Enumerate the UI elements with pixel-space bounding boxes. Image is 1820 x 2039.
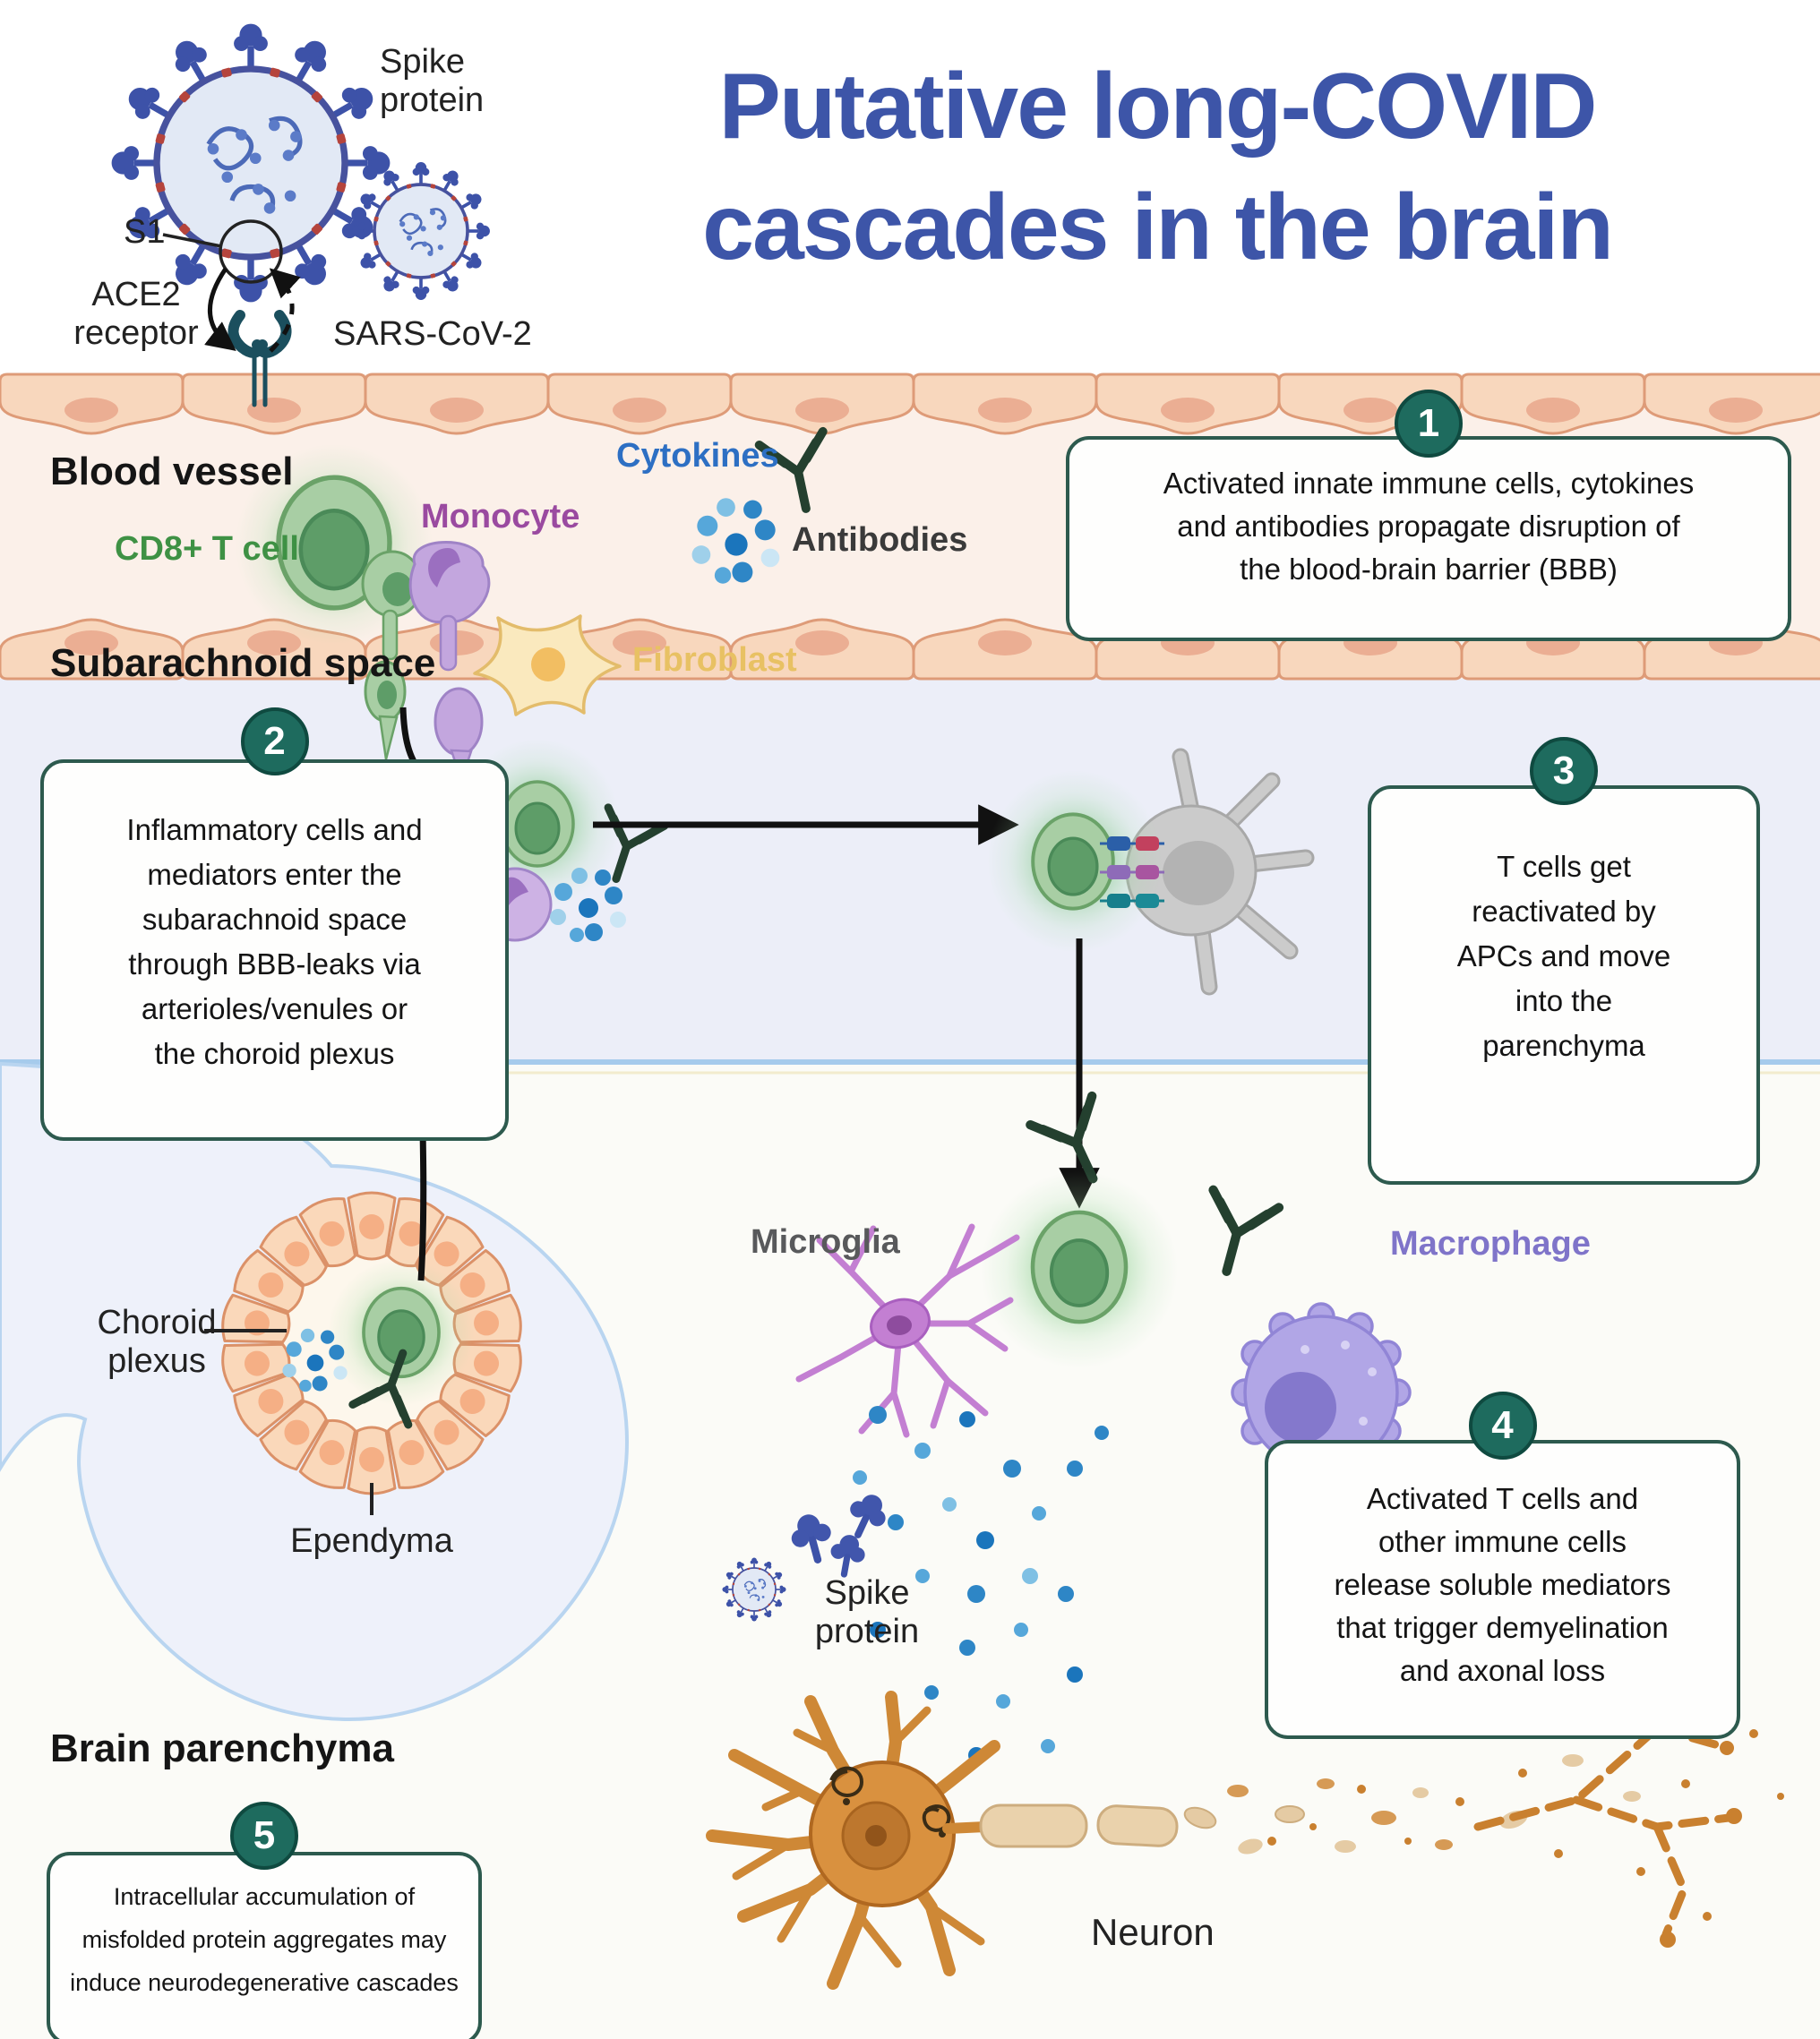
- box2-line: arterioles/venules or: [141, 992, 408, 1025]
- antibodies-label: Antibodies: [792, 521, 968, 559]
- box4-line: that trigger demyelination: [1336, 1611, 1669, 1644]
- sars-cov-2-virus-small-icon: [352, 162, 490, 300]
- choroid-plexus-label: Choroid plexus: [97, 1304, 217, 1380]
- box3-line: reactivated by: [1472, 895, 1656, 928]
- badge-1: 1: [1395, 390, 1463, 458]
- box5-line: Intracellular accumulation of: [113, 1883, 416, 1910]
- info-box-5: [47, 1813, 482, 2039]
- parenchyma-t-cell: [981, 1171, 1178, 1368]
- box2-line: subarachnoid space: [142, 903, 408, 936]
- info-box-3: [1368, 749, 1760, 1185]
- s1-label: S1: [124, 213, 166, 251]
- section-subarachnoid-space: Subarachnoid space: [50, 641, 436, 685]
- info-box-1: [1066, 401, 1791, 641]
- choroid-t-cell: [328, 1259, 475, 1406]
- section-brain-parenchyma: Brain parenchyma: [50, 1726, 394, 1770]
- box4-line: other immune cells: [1378, 1525, 1627, 1558]
- box3-line: T cells get: [1497, 850, 1631, 883]
- box3-line: parenchyma: [1482, 1029, 1645, 1062]
- neuron-label: Neuron: [1091, 1911, 1215, 1953]
- title-line-1: Putative long-COVID: [718, 55, 1596, 158]
- badge-5: 5: [230, 1802, 298, 1870]
- box3-line: into the: [1515, 984, 1613, 1017]
- box4-line: and axonal loss: [1399, 1654, 1606, 1687]
- box1-line: the blood-brain barrier (BBB): [1240, 553, 1618, 586]
- box5-line: induce neurodegenerative cascades: [70, 1969, 459, 1996]
- badge-4: 4: [1469, 1392, 1537, 1460]
- title-line-2: cascades in the brain: [702, 176, 1612, 280]
- box2-line: the choroid plexus: [154, 1037, 395, 1070]
- cd8-t-cell-label: CD8+ T cell: [115, 530, 299, 568]
- box1-line: Activated innate immune cells, cytokines: [1163, 467, 1695, 500]
- badge-3: 3: [1530, 737, 1598, 805]
- box3-line: APCs and move: [1456, 939, 1671, 972]
- box1-line: and antibodies propagate disruption of: [1177, 510, 1680, 543]
- box2-line: mediators enter the: [147, 858, 402, 891]
- info-box-4: [1265, 1403, 1740, 1739]
- ependyma-label: Ependyma: [290, 1522, 453, 1560]
- spike-protein-label: Spike protein: [380, 43, 485, 119]
- macrophage-label: Macrophage: [1390, 1225, 1591, 1263]
- sars-cov-2-virus-icon: [112, 24, 391, 303]
- fibroblast-label: Fibroblast: [632, 641, 797, 679]
- cytokines-label: Cytokines: [616, 437, 779, 475]
- ace2-receptor-label: ACE2 receptor: [73, 276, 199, 352]
- page-title: [502, 47, 1813, 288]
- sars-cov-2-label: SARS-CoV-2: [333, 315, 532, 353]
- monocyte-label: Monocyte: [421, 498, 580, 535]
- box5-line: misfolded protein aggregates may: [82, 1926, 447, 1953]
- box2-line: Inflammatory cells and: [126, 813, 423, 846]
- box4-line: release soluble mediators: [1334, 1568, 1671, 1601]
- reactivated-t-cell: [987, 770, 1163, 953]
- microglia-label: Microglia: [751, 1223, 900, 1261]
- info-box-2: [40, 719, 509, 1141]
- section-blood-vessel: Blood vessel: [50, 450, 294, 493]
- box4-line: Activated T cells and: [1366, 1482, 1639, 1515]
- box2-line: through BBB-leaks via: [128, 947, 421, 981]
- badge-2: 2: [241, 707, 309, 775]
- spike-protein-bottom-label: Spike protein: [814, 1574, 920, 1650]
